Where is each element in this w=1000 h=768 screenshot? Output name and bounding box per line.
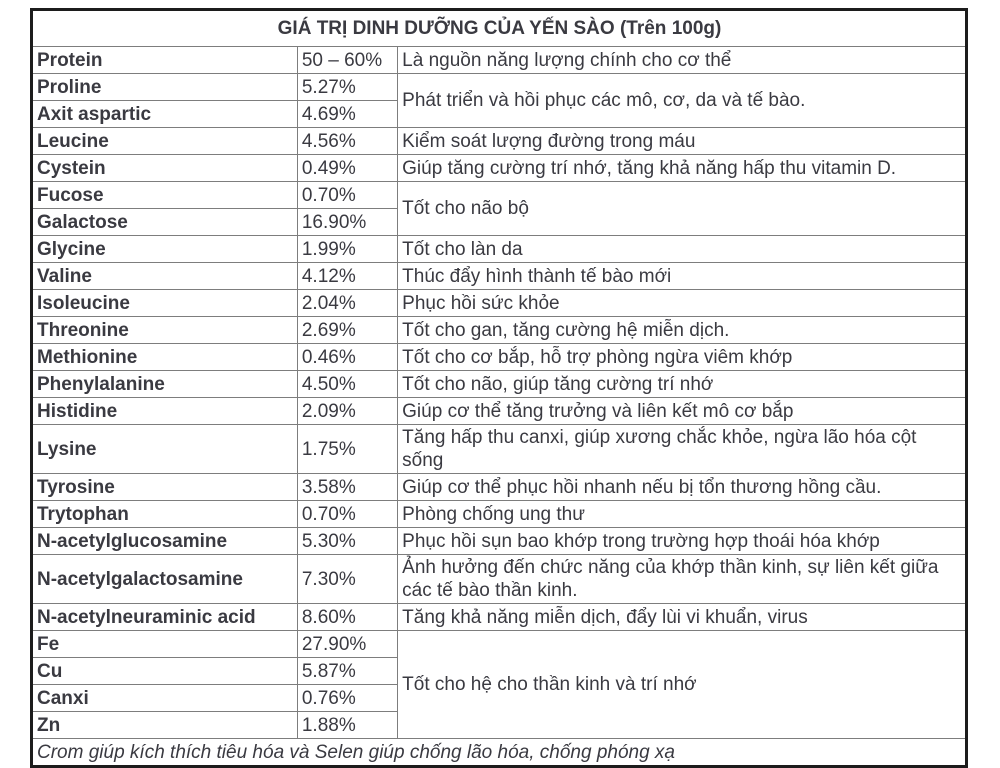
table-row (32, 290, 967, 317)
nutrient-desc: Giúp cơ thể tăng trưởng và liên kết mô cơ bắp (398, 398, 967, 425)
table-row (32, 263, 967, 290)
nutrient-name: Protein (32, 47, 298, 74)
nutrient-name: Phenylalanine (32, 371, 298, 398)
table-row (32, 555, 967, 604)
table-row (32, 344, 967, 371)
nutrient-name: Isoleucine (32, 290, 298, 317)
table-row (32, 371, 967, 398)
nutrient-desc: Tốt cho làn da (398, 236, 967, 263)
table-row (32, 398, 967, 425)
nutrient-desc: Thúc đẩy hình thành tế bào mới (398, 263, 967, 290)
nutrient-desc: Tăng hấp thu canxi, giúp xương chắc khỏe, ngừa lão hóa cột sống (398, 425, 967, 474)
nutrient-name: Galactose (32, 209, 298, 236)
nutrient-name: Valine (32, 263, 298, 290)
nutrient-value: 0.76% (297, 685, 397, 712)
nutrient-name: Trytophan (32, 501, 298, 528)
nutrient-value: 2.09% (297, 398, 397, 425)
nutrient-value: 1.88% (297, 712, 397, 739)
nutrient-desc: Giúp tăng cường trí nhớ, tăng khả năng hấp thu vitamin D. (398, 155, 967, 182)
nutrient-value: 5.30% (297, 528, 397, 555)
nutrient-name: Axit aspartic (32, 101, 298, 128)
nutrient-value: 1.99% (297, 236, 397, 263)
nutrient-desc: Phòng chống ung thư (398, 501, 967, 528)
nutrient-value: 4.56% (297, 128, 397, 155)
nutrient-desc: Tốt cho hệ cho thần kinh và trí nhớ (398, 631, 967, 739)
table-row (32, 155, 967, 182)
nutrient-value: 16.90% (297, 209, 397, 236)
nutrient-desc: Tăng khả năng miễn dịch, đẩy lùi vi khuẩn, virus (398, 604, 967, 631)
nutrient-name: Proline (32, 74, 298, 101)
nutrient-value: 0.46% (297, 344, 397, 371)
nutrient-name: Cu (32, 658, 298, 685)
nutrient-desc: Phục hồi sụn bao khớp trong trường hợp thoái hóa khớp (398, 528, 967, 555)
nutrient-desc: Phục hồi sức khỏe (398, 290, 967, 317)
table-row (32, 528, 967, 555)
nutrient-value: 3.58% (297, 474, 397, 501)
nutrient-value: 27.90% (297, 631, 397, 658)
nutrient-name: Zn (32, 712, 298, 739)
nutrient-desc: Tốt cho não, giúp tăng cường trí nhớ (398, 371, 967, 398)
nutrient-value: 1.75% (297, 425, 397, 474)
nutrient-name: Histidine (32, 398, 298, 425)
nutrient-name: N-acetylgalactosamine (32, 555, 298, 604)
nutrient-value: 5.87% (297, 658, 397, 685)
nutrient-desc: Tốt cho gan, tăng cường hệ miễn dịch. (398, 317, 967, 344)
nutrient-name: Tyrosine (32, 474, 298, 501)
nutrient-value: 5.27% (297, 74, 397, 101)
nutrient-value: 4.50% (297, 371, 397, 398)
table-row (32, 425, 967, 474)
nutrient-desc: Phát triển và hồi phục các mô, cơ, da và tế bào. (398, 74, 967, 128)
nutrient-name: N-acetylneuraminic acid (32, 604, 298, 631)
nutrition-table (30, 8, 968, 768)
table-row (32, 631, 967, 658)
nutrient-name: Lysine (32, 425, 298, 474)
nutrient-value: 0.70% (297, 501, 397, 528)
nutrient-name: Canxi (32, 685, 298, 712)
nutrient-value: 0.70% (297, 182, 397, 209)
nutrient-name: Glycine (32, 236, 298, 263)
table-row (32, 128, 967, 155)
nutrient-value: 0.49% (297, 155, 397, 182)
table-row (32, 604, 967, 631)
table-row (32, 474, 967, 501)
nutrient-desc: Giúp cơ thể phục hồi nhanh nếu bị tổn thương hồng cầu. (398, 474, 967, 501)
nutrient-name: Fe (32, 631, 298, 658)
nutrient-desc: Tốt cho não bộ (398, 182, 967, 236)
nutrient-value: 4.69% (297, 101, 397, 128)
table-row (32, 74, 967, 101)
nutrient-name: N-acetylglucosamine (32, 528, 298, 555)
table-row (32, 47, 967, 74)
table-title: GIÁ TRỊ DINH DƯỠNG CỦA YẾN SÀO (Trên 100g) (32, 10, 967, 47)
nutrient-name: Fucose (32, 182, 298, 209)
nutrient-name: Threonine (32, 317, 298, 344)
nutrient-desc: Ảnh hưởng đến chức năng của khớp thần kinh, sự liên kết giữa các tế bào thần kinh. (398, 555, 967, 604)
nutrient-name: Cystein (32, 155, 298, 182)
table-row (32, 317, 967, 344)
table-row (32, 501, 967, 528)
nutrient-value: 7.30% (297, 555, 397, 604)
nutrient-value: 2.04% (297, 290, 397, 317)
nutrient-value: 50 – 60% (297, 47, 397, 74)
footer-row (32, 739, 967, 767)
table-row (32, 182, 967, 209)
nutrient-name: Leucine (32, 128, 298, 155)
nutrient-desc: Là nguồn năng lượng chính cho cơ thể (398, 47, 967, 74)
table-footnote: Crom giúp kích thích tiêu hóa và Selen giúp chống lão hóa, chống phóng xạ (32, 739, 967, 767)
nutrient-value: 8.60% (297, 604, 397, 631)
table-row (32, 236, 967, 263)
nutrient-name: Methionine (32, 344, 298, 371)
nutrient-value: 4.12% (297, 263, 397, 290)
nutrient-value: 2.69% (297, 317, 397, 344)
nutrient-desc: Kiểm soát lượng đường trong máu (398, 128, 967, 155)
title-row (32, 10, 967, 47)
nutrient-desc: Tốt cho cơ bắp, hỗ trợ phòng ngừa viêm khớp (398, 344, 967, 371)
